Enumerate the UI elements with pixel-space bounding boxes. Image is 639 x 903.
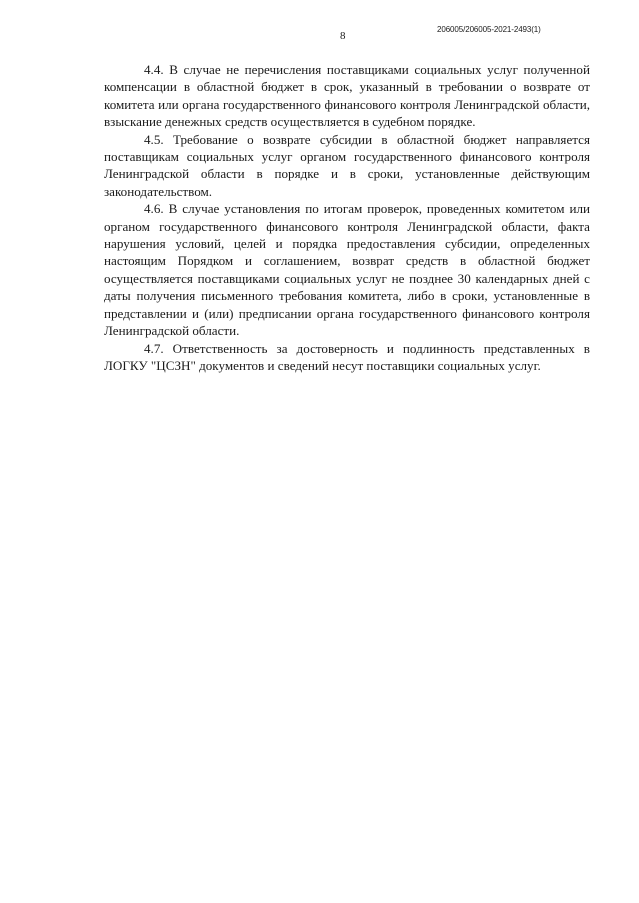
- paragraph-4-6: 4.6. В случае установления по итогам проверок, проведенных комитетом или органом государственного финансового контроля Ленинградской области, факта нарушения условий, целей и порядка предоставления субсидии, определенных настоящим Порядком и соглашением, возврат средств в областной бюджет осуществляется поставщиками социальных услуг не позднее 30 календарных дней с даты получения письменного требования комитета, либо в сроки, установленные в представлении и (или) предписании органа государственного финансового контроля Ленинградской области.: [104, 201, 590, 339]
- paragraph-4-7: 4.7. Ответственность за достоверность и подлинность представленных в ЛОГКУ "ЦСЗН" документов и сведений несут поставщики социальных услуг.: [104, 340, 590, 373]
- paragraph-4-4: 4.4. В случае не перечисления поставщиками социальных услуг полученной компенсации в областной бюджет в срок, указанный в требовании о возврате от комитета или органа государственного финансового контроля Ленинградской области, взыскание денежных средств осуществляется в судебном порядке.: [104, 62, 590, 130]
- document-id: 206005/206005-2021-2493(1): [437, 25, 541, 34]
- page-number: 8: [340, 30, 346, 42]
- paragraph-4-5: 4.5. Требование о возврате субсидии в областной бюджет направляется поставщикам социальных услуг органом государственного финансового контроля Ленинградской области в порядке и в сроки, установленные действующим законодательством.: [104, 131, 590, 199]
- document-body: [104, 61, 590, 374]
